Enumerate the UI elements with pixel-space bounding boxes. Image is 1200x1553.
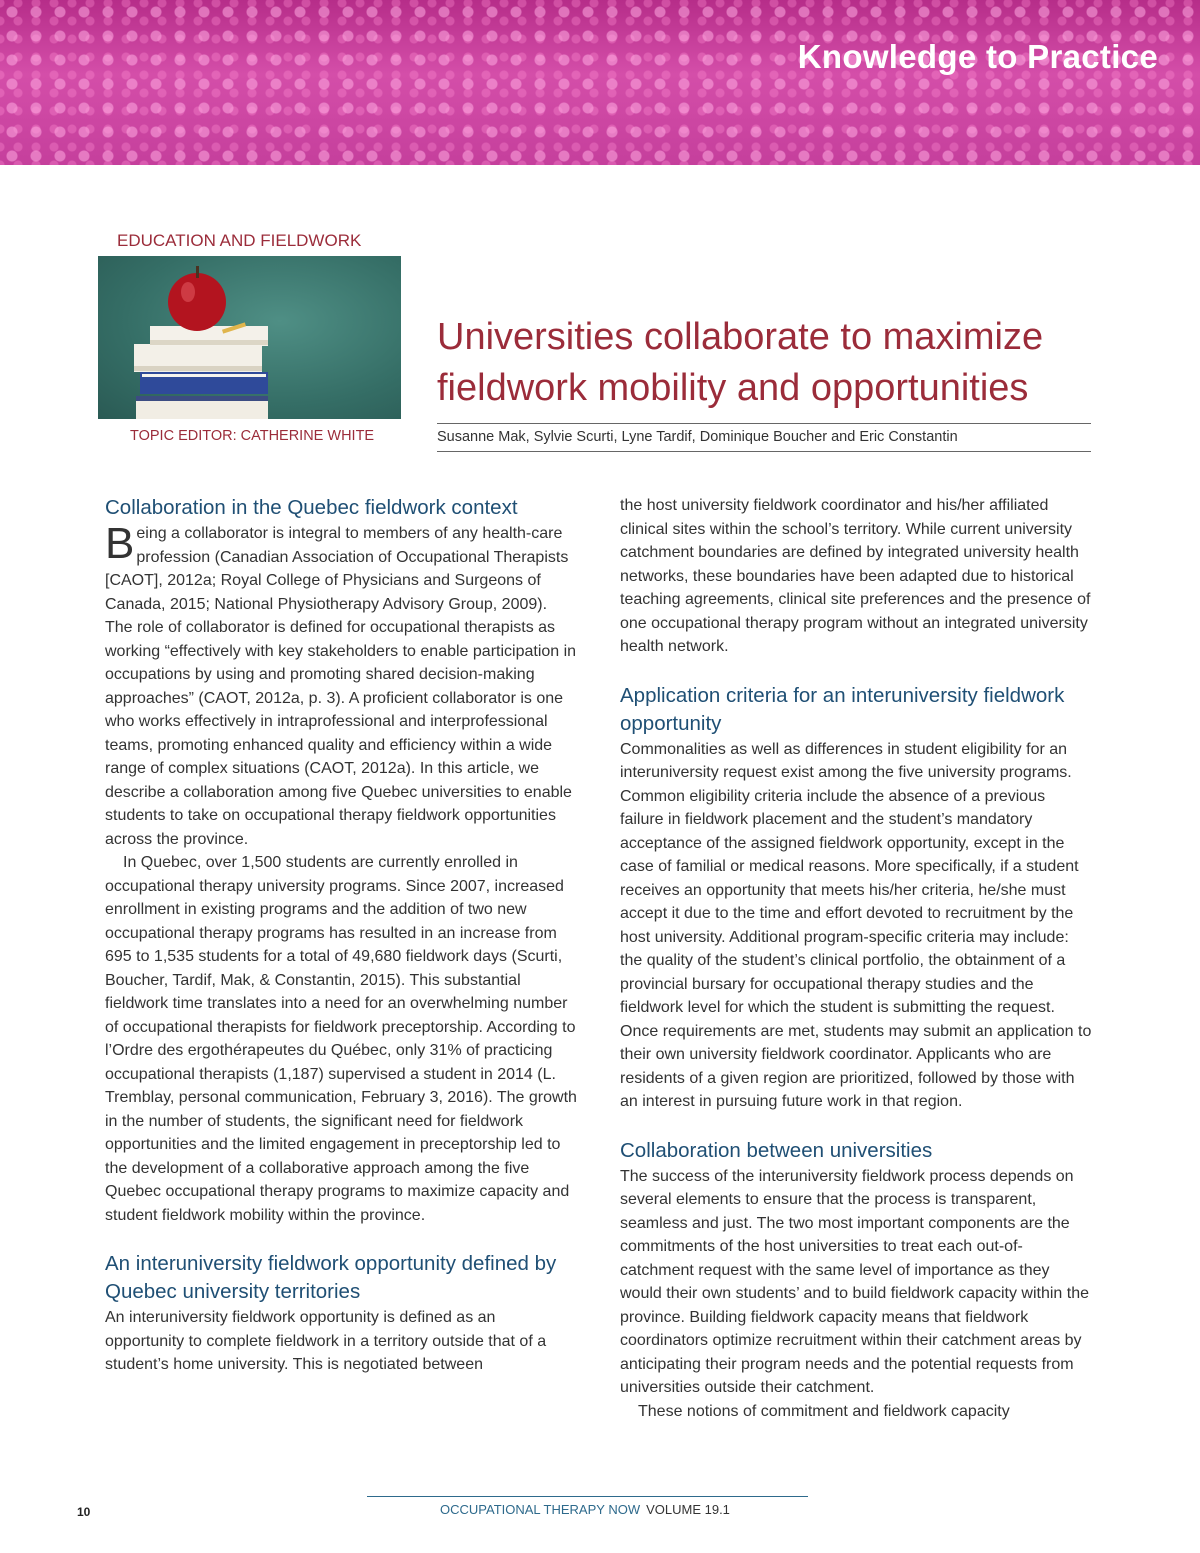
heading-territories: An interuniversity fieldwork opportunity defined by Quebec university territories <box>105 1252 557 1303</box>
paragraph-enrollment: In Quebec, over 1,500 students are currently enrolled in occupational therapy university programs. Since 2007, increased enrollment in existing programs and the addition of two new occupational therapy programs has resulted in an increase from 695 to 1,535 students for a total of 49,680 fieldwork days (Scurti, Boucher, Tardif, Mak, & Constantin, 2015). This substantial fieldwork time translates into a need for an overwhelming number of occupational therapists for fieldwork preceptorship. According to l’Ordre des ergothérapeutes du Québec, only 31% of practicing occupational therapists (1,187) supervised a student in 2014 (L. Tremblay, personal communication, February 3, 2016). The growth in the number of students, the significant need for fieldwork opportunities and the limited engagement in preceptorship led to the development of a collaborative approach among the five Quebec occupational therapy programs to maximize capacity and student fieldwork mobility within the province. <box>105 854 577 1224</box>
right-column <box>620 494 1092 1423</box>
page-number: 10 <box>77 1505 91 1519</box>
paragraph-intro-text: eing a collaborator is integral to members of any health-care profession (Canadian Association of Occupational Therapists [CAOT], 2012a; Royal College of Physicians and Surgeons of Canada, 2015; National Physiotherapy Advisory Group, 2009). The role of collaborator is defined for occupational therapists as working “effectively with key stakeholders to enable participation in occupations by using and promoting shared decision-making approaches” (CAOT, 2012a, p. 3). A proficient collaborator is one who works effectively in intraprofessional and interprofessional teams, promoting enhanced quality and efficiency within a wide range of complex situations (CAOT, 2012a). In this article, we describe a collaboration among five Quebec universities to enable students to take on occupational therapy fieldwork opportunities across the province. <box>105 525 577 848</box>
paragraph-success: The success of the interuniversity fieldwork process depends on several elements to ensure that the process is transparent, seamless and just. The two most important components are the commitments of the host universities to treat each out-of-catchment request with the same level of importance as they would their own students’ and to build fieldwork capacity within the province. Building fieldwork capacity means that fieldwork coordinators optimize recruitment within their catchment areas by anticipating their program needs and the potential requests from universities outside their catchment. <box>620 1167 1089 1396</box>
section-label: EDUCATION AND FIELDWORK <box>117 231 362 250</box>
heading-collaboration-context: Collaboration in the Quebec fieldwork context <box>105 496 518 519</box>
header-banner <box>0 0 1200 165</box>
paragraph-criteria: Commonalities as well as differences in student eligibility for an interuniversity request exist among the five university programs. Common eligibility criteria include the absence of a previous failure in fieldwork placement and the student’s mandatory acceptance of the assigned fieldwork opportunity, except in the case of familial or medical reasons. More specifically, if a student receives an opportunity that meets his/her criteria, he/she must accept it due to the time and effort devoted to recruitment by the host university. Additional program-specific criteria may include: the quality of the student’s clinical portfolio, the obtainment of a provincial bursary for occupational therapy studies and the fieldwork level for which the student is submitting the request. Once requirements are met, students may submit an application to their own university fieldwork coordinator. Applicants who are residents of a given region are prioritized, followed by those with an interest in pursuing future work in that region. <box>620 740 1092 1110</box>
paragraph-host-university: the host university fieldwork coordinator and his/her affiliated clinical sites within the school’s territory. While current university catchment boundaries are defined by integrated university health networks, these boundaries have been adapted due to historical teaching agreements, clinical site preferences and the presence of one occupational therapy program without an integrated university health network. <box>620 497 1091 655</box>
apple-books-photo <box>98 256 401 419</box>
article-title: Universities collaborate to maximize fieldwork mobility and opportunities <box>437 316 1044 409</box>
paragraph-definition: An interuniversity fieldwork opportunity is defined as an opportunity to complete fieldwork in a territory outside that of a student’s home university. This is negotiated between <box>105 1309 547 1373</box>
footer-rule <box>367 1496 808 1497</box>
banner-title: Knowledge to Practice <box>797 38 1158 75</box>
paragraph-gap <box>620 1114 1092 1137</box>
heading-collaboration-universities: Collaboration between universities <box>620 1138 933 1162</box>
left-column <box>105 494 577 1377</box>
article-authors: Susanne Mak, Sylvie Scurti, Lyne Tardif, Dominique Boucher and Eric Constantin <box>437 429 958 445</box>
journal-name: OCCUPATIONAL THERAPY NOW <box>440 1502 641 1517</box>
title-rule-top <box>437 423 1091 424</box>
journal-footer <box>440 1502 730 1517</box>
topic-editor-label: TOPIC EDITOR: CATHERINE WHITE <box>130 428 375 444</box>
title-rule-bottom <box>437 451 1091 452</box>
heading-application-criteria: Application criteria for an interuniversity fieldwork opportunity <box>620 683 1065 735</box>
drop-cap: B <box>105 519 135 568</box>
journal-volume: VOLUME 19.1 <box>646 1502 730 1517</box>
paragraph-intro <box>105 519 577 851</box>
paragraph-commitment: These notions of commitment and fieldwork capacity <box>638 1402 1010 1420</box>
paragraph-gap <box>105 1227 577 1250</box>
paragraph-gap <box>620 659 1092 682</box>
